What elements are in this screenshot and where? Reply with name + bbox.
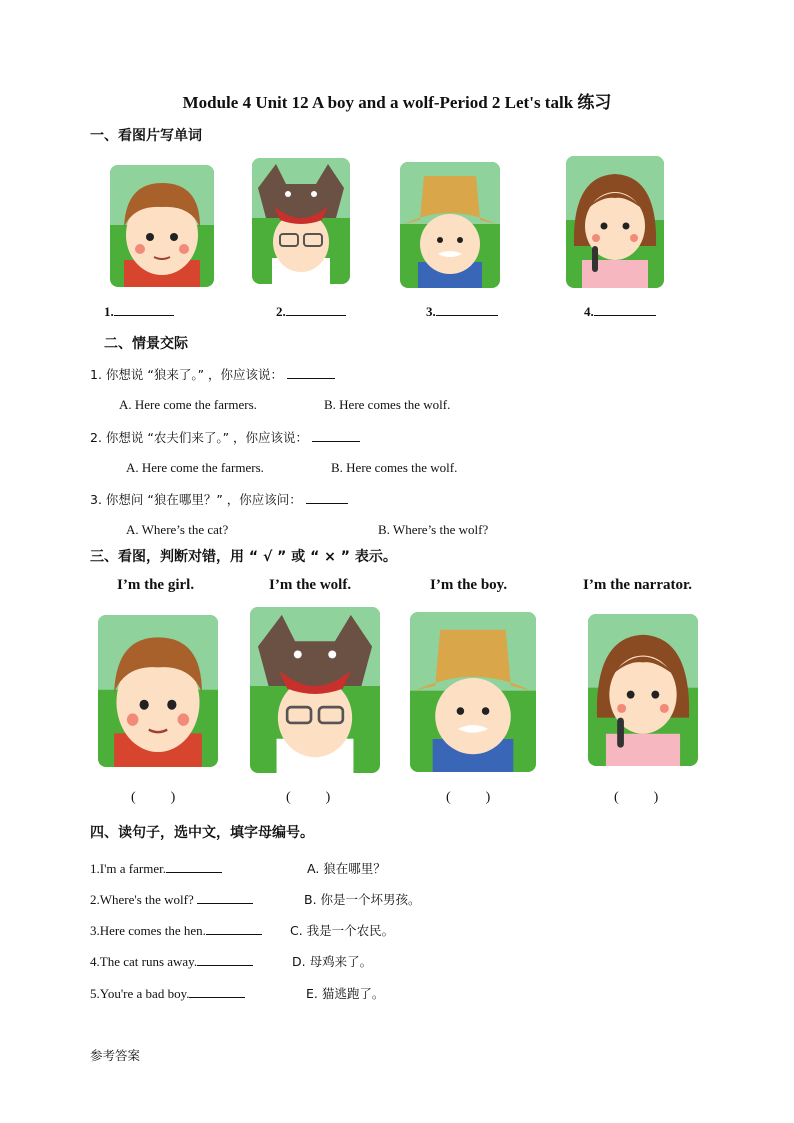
boy-image bbox=[110, 165, 214, 287]
wolf-costume-portrait-icon bbox=[252, 158, 350, 284]
answer-blank[interactable] bbox=[166, 860, 222, 873]
girl-image bbox=[566, 156, 664, 288]
section3-heading: 三、看图，判断对错，用 “ √ ” 或 “ × ” 表示。 bbox=[90, 549, 397, 565]
option-1a: A. Here come the farmers. bbox=[119, 397, 257, 412]
answer-blank[interactable] bbox=[312, 429, 360, 442]
section1-heading: 一、看图片写单词 bbox=[90, 128, 202, 144]
wolf-image bbox=[252, 158, 350, 284]
choice-d: D. 母鸡来了。 bbox=[292, 954, 373, 969]
question-3: 3. 你想问 “狼在哪里？” ，你应该问： bbox=[90, 490, 348, 508]
sentence-5: 5.You're a bad boy. bbox=[90, 985, 245, 1002]
answer-blank[interactable] bbox=[189, 985, 245, 998]
option-3b: B. Where’s the wolf? bbox=[378, 522, 489, 537]
answer-blank[interactable] bbox=[287, 366, 335, 379]
choice-c: C. 我是一个农民。 bbox=[290, 923, 395, 938]
sentence-4: 4.The cat runs away. bbox=[90, 953, 253, 970]
question-1: 1. 你想说 “狼来了。” ，你应该说： bbox=[90, 365, 335, 383]
sentence-3: 3.Here comes the hen. bbox=[90, 922, 262, 939]
answer-blank[interactable] bbox=[197, 891, 253, 904]
section2-heading: 二、情景交际 bbox=[104, 336, 188, 352]
option-1b: B. Here comes the wolf. bbox=[324, 397, 451, 412]
answer-blank[interactable] bbox=[594, 303, 656, 316]
caption-boy: I’m the boy. bbox=[430, 577, 508, 593]
boy-portrait-icon bbox=[110, 165, 214, 287]
answer-blank[interactable] bbox=[286, 303, 346, 316]
judge-bracket-2[interactable]: ( ) bbox=[286, 790, 331, 805]
caption-narrator: I’m the narrator. bbox=[583, 577, 693, 593]
farmer-portrait-icon bbox=[410, 612, 536, 772]
caption-wolf: I’m the wolf. bbox=[269, 577, 352, 593]
boy-image-2 bbox=[98, 615, 218, 767]
answer-blank[interactable] bbox=[306, 491, 348, 504]
option-2a: A. Here come the farmers. bbox=[126, 460, 264, 475]
answer-2: 2. bbox=[276, 303, 346, 320]
boy-portrait-icon bbox=[98, 615, 218, 767]
caption-girl: I’m the girl. bbox=[117, 577, 195, 593]
wolf-costume-portrait-icon bbox=[250, 607, 380, 773]
judge-bracket-3[interactable]: ( ) bbox=[446, 790, 491, 805]
farmer-portrait-icon bbox=[400, 162, 500, 288]
section4-heading: 四、读句子，选中文，填字母编号。 bbox=[90, 825, 314, 841]
choice-b: B. 你是一个坏男孩。 bbox=[304, 892, 421, 907]
farmer-image bbox=[400, 162, 500, 288]
answer-blank[interactable] bbox=[197, 953, 253, 966]
question-2: 2. 你想说 “农夫们来了。” ，你应该说： bbox=[90, 428, 360, 446]
sentence-1: 1.I'm a farmer. bbox=[90, 860, 222, 877]
option-3a: A. Where’s the cat? bbox=[126, 522, 229, 537]
girl-image-2 bbox=[588, 614, 698, 766]
choice-e: E. 猫逃跑了。 bbox=[306, 986, 385, 1001]
sentence-2: 2.Where's the wolf? bbox=[90, 891, 253, 908]
girl-narrator-portrait-icon bbox=[566, 156, 664, 288]
farmer-image-2 bbox=[410, 612, 536, 772]
judge-bracket-1[interactable]: ( ) bbox=[131, 790, 176, 805]
answer-blank[interactable] bbox=[114, 303, 174, 316]
option-2b: B. Here comes the wolf. bbox=[331, 460, 458, 475]
judge-bracket-4[interactable]: ( ) bbox=[614, 790, 659, 805]
choice-a: A. 狼在哪里？ bbox=[307, 861, 386, 876]
answer-blank[interactable] bbox=[436, 303, 498, 316]
girl-narrator-portrait-icon bbox=[588, 614, 698, 766]
answer-blank[interactable] bbox=[206, 922, 262, 935]
answer-key-label: 参考答案 bbox=[90, 1048, 141, 1063]
answer-3: 3. bbox=[426, 303, 498, 320]
answer-1: 1. bbox=[104, 303, 174, 320]
page-title: Module 4 Unit 12 A boy and a wolf-Period 2 Let's talk 练习 bbox=[182, 93, 612, 112]
wolf-image-2 bbox=[250, 607, 380, 773]
answer-4: 4. bbox=[584, 303, 656, 320]
